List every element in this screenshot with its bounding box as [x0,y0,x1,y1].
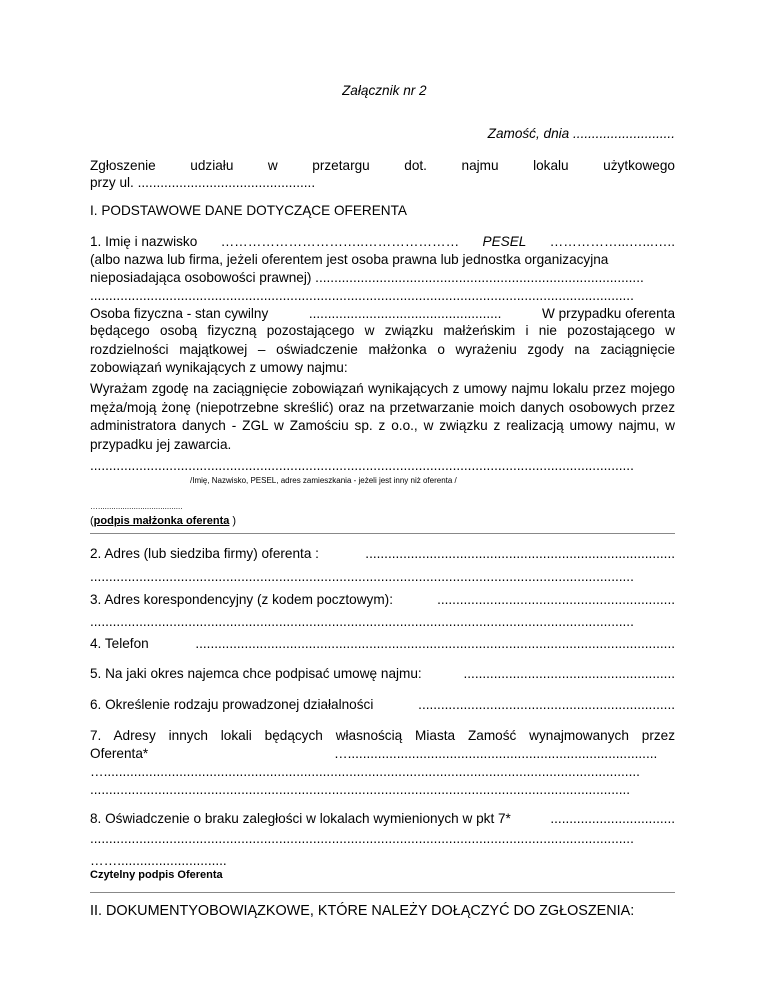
spouse-consent-text: Wyrażam zgodę na zaciągnięcie zobowiązań wynikających z umowy najmu lokalu przez mojego męża/moją żonę (niepotrzebne skreślić) oraz na przetwarzanie moich danych osobowych przez administratora danych - ZGL w Zamościu sp. z o.o., w związku z realizacją umowy najmu, w przypadku jej zawarcia. [90,381,675,452]
intro-word: udziału [190,158,234,173]
item-4-dots: ............................................................................................................................... [195,636,675,651]
item-2-label: 2. Adres (lub siedziba firmy) oferenta : [90,546,319,561]
marital-status-rest: W przypadku oferenta [542,306,675,321]
spouse-data-dots: ................................................................................................................................................ [90,458,634,473]
applicant-signature-dots: ……............................. [90,853,227,868]
blank-line: ................................................................................................................................................ [90,288,634,303]
divider [90,892,675,893]
spouse-signature-label: (podpis małżonka oferenta ) [90,515,237,527]
intro-word: przetargu [312,158,370,173]
pesel-dots: ……………...…...….. [549,234,675,249]
item-8-dots: ................................. [550,811,675,826]
intro-word: użytkowego [603,158,675,173]
item-7-line-4: ............................................................................................................................................... [90,782,631,797]
item-7-label: Oferenta* [90,746,149,761]
item-3-line-2: ................................................................................................................................................ [90,614,634,629]
item-7-line-2 [90,744,675,763]
item-6-dots: .................................................................... [418,697,675,712]
intro-word: najmu [461,158,499,173]
item-3-line [90,590,675,609]
item-8-line-2: ................................................................................................................................................ [90,831,634,846]
item-2-line-2: ................................................................................................................................................ [90,569,634,584]
spouse-requirement: będącego osobą fizyczną pozostającego w związku małżeńskim i nie pozostającego w rozdzielności majątkowej – oświadczenie małżonka o wyrażeniu zgody na zaciągnięcie zobowiązań wynikających z umowy najmu: [90,323,675,376]
item-6-label: 6. Określenie rodzaju prowadzonej działalności [90,697,374,712]
spouse-data-caption: /Imię, Nazwisko, PESEL, adres zamieszkania - jeżeli jest inny niż oferenta / [190,476,457,485]
item-4-label: 4. Telefon [90,636,149,651]
pesel-label: PESEL [482,234,527,249]
spouse-signature-dots: …...................................... [90,502,183,511]
item-5-dots: ........................................................ [463,666,675,681]
marital-status-dots: ................................................... [308,306,502,321]
item-7-line: 7. Adresy innych lokali będących własnością Miasta Zamość wynajmowanych przez [90,728,675,743]
applicant-signature-label: Czytelny podpis Oferenta [90,869,223,881]
item-4-line [90,634,675,653]
item-2-dots: .................................................................................. [365,546,675,561]
name-pesel-line [90,232,675,251]
attachment-label: Załącznik nr 2 [342,83,427,98]
item-3-dots: ............................................................... [437,592,675,607]
item-8-label: 8. Oświadczenie o braku zaległości w lokalach wymienionych w pkt 7* [90,811,511,826]
marital-status-line [90,304,675,323]
divider [90,533,675,534]
spouse-signature-text: podpis małżonka oferenta [93,515,230,527]
marital-status-label: Osoba fizyczna - stan cywilny [90,306,269,321]
intro-word: Zgłoszenie [90,158,156,173]
name-label: 1. Imię i nazwisko [90,234,198,249]
intro-word: lokalu [533,158,569,173]
name-dots: …………………………..………………… [220,234,460,249]
item-5-line [90,664,675,683]
section-1-title: I. PODSTAWOWE DANE DOTYCZĄCE OFERENTA [90,203,407,218]
company-note-cont: nieposiadająca osobowości prawnej) ....................................................................................... [90,270,644,285]
item-7-line-3: ….............................................................................................................................................. [90,764,640,779]
item-8-line [90,809,675,828]
section-2-title: II. DOKUMENTYOBOWIĄZKOWE, KTÓRE NALEŻY DOŁĄCZYĆ DO ZGŁOSZENIA: [90,903,635,919]
item-7-dots: ….................................................................................. [334,746,658,761]
place-date: Zamość, dnia ........................... [487,126,675,141]
item-5-label: 5. Na jaki okres najemca chce podpisać umowę najmu: [90,666,422,681]
item-2-line [90,544,675,563]
street-line: przy ul. ............................................... [90,175,316,190]
item-6-line [90,695,675,714]
item-3-label: 3. Adres korespondencyjny (z kodem pocztowym): [90,592,393,607]
company-note: (albo nazwa lub firma, jeżeli oferentem jest osoba prawna lub jednostka organizacyjna [90,252,609,267]
intro-word: dot. [404,158,427,173]
intro-word: w [267,158,278,173]
